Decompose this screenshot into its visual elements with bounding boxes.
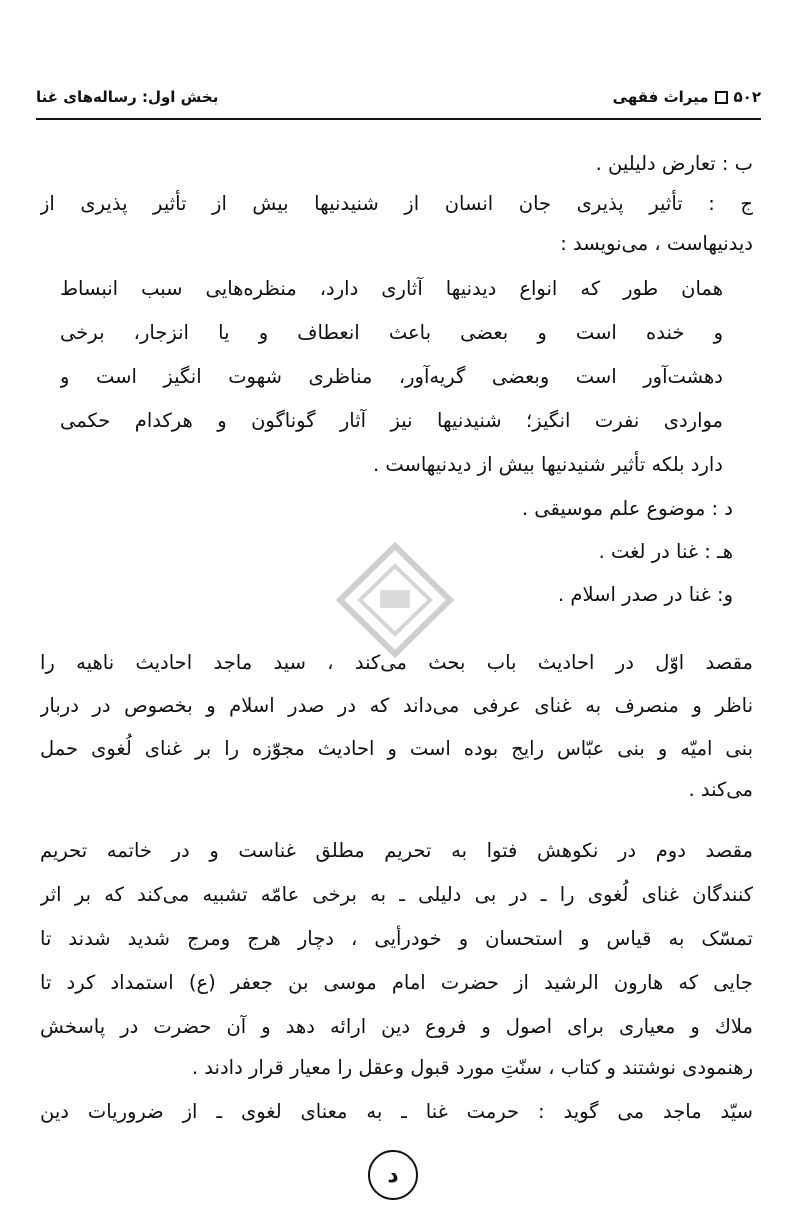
- item-v: و: غنا در صدر اسلام .: [558, 583, 733, 606]
- square-ornament-icon: [715, 91, 728, 104]
- item-d: د : موضوع علم موسیقی .: [521, 497, 733, 520]
- quote-line-1: همان طور که انواع دیدنیها آثاری دارد، منظره‌هایی سبب انبساط: [60, 277, 723, 300]
- quote-line-2: و خنده است و بعضی باعث انعطاف و یا انزجار، برخی: [60, 321, 723, 344]
- paragraph-1-line-1: مقصد اوّل در احادیث باب بحث می‌کند ، سید ماجد احادیث ناهیه را: [40, 651, 753, 674]
- item-b: ب : تعارض دلیلین .: [595, 152, 753, 175]
- quote-line-4: مواردی نفرت انگیز؛ شنیدنیها نیز آثار گوناگون و هرکدام حکمی: [60, 409, 723, 432]
- book-title: میراث فقهی: [612, 88, 709, 106]
- paragraph-3-line-1: سیّد ماجد می گوید : حرمت غنا ـ به معنای لغوی ـ از ضروریات دین: [40, 1100, 753, 1123]
- item-c-line-2: دیدنیهاست ، می‌نویسد :: [560, 232, 753, 255]
- header-rule: [36, 118, 761, 120]
- page-mark-letter: د: [387, 1162, 399, 1188]
- quote-line-5: دارد بلکه تأثیر شنیدنیها بیش از دیدنیهاست .: [372, 453, 723, 476]
- paragraph-2-line-3: تمسّک به قیاس و استحسان و خودرأیی ، دچار هرج ومرج شدید شدند تا: [40, 927, 753, 950]
- header-right: [613, 88, 761, 106]
- section-title: بخش اول: رساله‌های غنا: [36, 88, 219, 106]
- paragraph-2-line-2: کنندگان غنای لُغوی را ـ در بی دلیلی ـ به برخی عامّه تشبیه می‌کند که بر اثر: [40, 883, 753, 906]
- library-watermark-icon: [330, 540, 460, 660]
- page-number: ۵۰۲: [733, 88, 761, 106]
- running-header: [36, 82, 761, 112]
- paragraph-2-line-1: مقصد دوم در نکوهش فتوا به تحریم مطلق غناست و در خاتمه تحریم: [40, 839, 753, 862]
- paragraph-2-line-6: رهنمودی نوشتند و کتاب ، سنّتِ مورد قبول وعقل را معیار قرار دادند .: [191, 1056, 753, 1079]
- paragraph-1-line-3: بنی امیّه و بنی عبّاس رایج بوده است و احادیث مجوّزه را بر غنای لُغوی حمل: [40, 737, 753, 760]
- paragraph-2-line-4: جایی که هارون الرشید از حضرت امام موسی بن جعفر (ع) استمداد کرد تا: [40, 971, 753, 994]
- page-mark-circle: [368, 1150, 418, 1200]
- quote-line-3: دهشت‌آور است وبعضی گریه‌آور، مناظری شهوت انگیز است و: [60, 365, 723, 388]
- item-c-line-1: ج : تأثیر پذیری جان انسان از شنیدنیها بیش از تأثیر پذیری از: [40, 192, 753, 215]
- paragraph-2-line-5: ملاك و معیاری برای اصول و فروع دین ارائه دهد و آن حضرت در پاسخش: [40, 1015, 753, 1038]
- item-h: هـ : غنا در لغت .: [598, 540, 733, 563]
- paragraph-1-line-2: ناظر و منصرف به غنای عرفی می‌داند که در صدر اسلام و بخصوص در دربار: [40, 694, 753, 717]
- paragraph-1-line-4: می‌کند .: [688, 778, 753, 801]
